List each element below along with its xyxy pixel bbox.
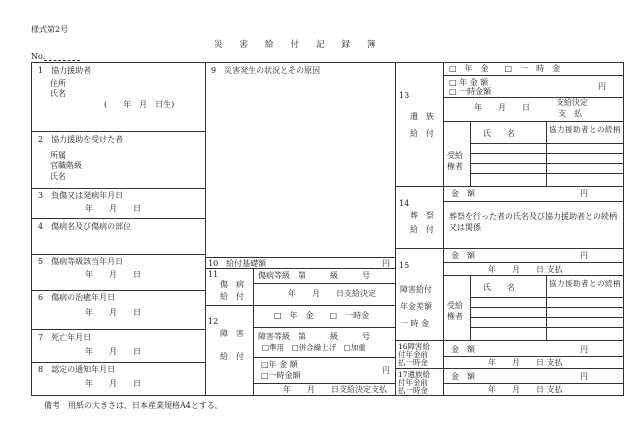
s13-annuity[interactable]: □ 年 金 額 bbox=[449, 78, 489, 87]
s12-annuity[interactable]: □年 金 額 bbox=[261, 360, 298, 369]
s15-recipient: 受給権者 bbox=[447, 301, 463, 321]
s5-date: 年 月 日 bbox=[85, 270, 141, 279]
s1-address: 住所 bbox=[50, 79, 66, 88]
s10-unit: 円 bbox=[382, 259, 390, 268]
s14-amount: 金 額 bbox=[451, 189, 475, 198]
s12-decision: 年 月 日支給決定支払 bbox=[283, 385, 387, 394]
s13-name-col: 氏 名 bbox=[483, 129, 515, 138]
s12-lump[interactable]: □一時金額 bbox=[261, 371, 301, 380]
s6-date: 年 月 日 bbox=[85, 308, 141, 317]
s1-label: 1 協力援助者 bbox=[38, 66, 92, 75]
s14-label-b: 給 付 bbox=[410, 225, 434, 234]
s16-label-b: 付年金前 bbox=[398, 350, 428, 359]
s11-num: 11 bbox=[208, 270, 219, 279]
s13-date: 年 月 日 bbox=[474, 103, 530, 112]
s15-label-a: 障害給付 bbox=[400, 285, 432, 294]
number-label: No. bbox=[31, 52, 46, 61]
s13-label-b: 給 付 bbox=[410, 129, 434, 138]
form-number: 様式第2号 bbox=[31, 25, 69, 34]
s14-desc: 葬祭を行った者の氏名及び協力援助者との続柄又は関係 bbox=[449, 212, 617, 232]
s17-label-a: 17遺族給 bbox=[398, 370, 431, 379]
s5-label: 5 傷病等級該当年月日 bbox=[38, 257, 124, 266]
s15-name-col: 氏 名 bbox=[483, 283, 515, 292]
s2-rank: 官職階級 bbox=[50, 161, 82, 170]
s15-rel-col: 協力援助者との続柄 bbox=[549, 279, 621, 288]
s17-unit: 円 bbox=[580, 372, 588, 381]
s12-label-a: 障 害 bbox=[220, 329, 244, 338]
s13-pay: 支 払 bbox=[558, 109, 582, 118]
s11-label-b: 給 付 bbox=[220, 292, 244, 301]
s3-date: 年 月 日 bbox=[85, 204, 141, 213]
s2-name: 氏名 bbox=[50, 172, 66, 181]
s11-grade: 傷病等級 第 級 号 bbox=[258, 271, 370, 280]
s15-label-c: 一 時 金 bbox=[400, 319, 430, 328]
s6-label: 6 傷病の治癒年月日 bbox=[38, 293, 116, 302]
s17-amount: 金 額 bbox=[451, 372, 475, 381]
s1-birth: ( 年 月 日生) bbox=[104, 100, 175, 109]
s11-label-a: 傷 病 bbox=[220, 280, 244, 289]
s15-unit: 円 bbox=[580, 251, 588, 260]
s13-num: 13 bbox=[399, 91, 410, 100]
s12-grade: 障害等級 第 級 号 bbox=[258, 332, 370, 341]
s13-rel-col: 協力援助者との続柄 bbox=[549, 125, 621, 134]
s15-label-b: 年金差額 bbox=[400, 302, 432, 311]
col-divider-2 bbox=[395, 62, 396, 396]
s7-date: 年 月 日 bbox=[85, 347, 141, 356]
s13-choice[interactable]: □ 年 金 □ 一 時 金 bbox=[449, 64, 561, 73]
s12-choice[interactable]: □ 年 金 □ 一時金 bbox=[274, 311, 370, 320]
s17-label-c: 払一時金 bbox=[398, 386, 428, 395]
s16-date: 年 月 日 支払 bbox=[488, 358, 563, 367]
s16-amount: 金 額 bbox=[451, 345, 475, 354]
s14-label-a: 葬 祭 bbox=[410, 211, 434, 220]
s10-label: 10 給付基礎額 bbox=[208, 259, 267, 268]
page-title: 災 害 給 付 記 録 簿 bbox=[214, 40, 376, 50]
s12-num: 12 bbox=[208, 317, 219, 326]
col-divider-1 bbox=[205, 62, 206, 396]
s9-label: 9 災害発生の状況とその原因 bbox=[211, 66, 321, 75]
s13-unit: 円 bbox=[598, 82, 606, 91]
s17-date: 年 月 日 支払 bbox=[488, 385, 563, 394]
s17-label-b: 付年金前 bbox=[398, 378, 428, 387]
s3-label: 3 負傷又は発病年月日 bbox=[38, 191, 124, 200]
s11-decision: 年 月 日支給決定 bbox=[288, 289, 376, 298]
s2-label: 2 協力援助を受けた者 bbox=[38, 135, 124, 144]
footnote: 備考 用紙の大きさは、日本産業規格A4とする。 bbox=[44, 401, 223, 410]
s12-unit: 円 bbox=[382, 366, 390, 375]
s15-date: 年 月 日 支払 bbox=[488, 265, 563, 274]
s16-label-c: 払一時金 bbox=[398, 358, 428, 367]
s13-lump[interactable]: □ 一時金額 bbox=[449, 87, 492, 96]
s14-unit: 円 bbox=[580, 189, 588, 198]
s13-recipient: 受給権者 bbox=[447, 151, 463, 171]
s8-date: 年 月 日 bbox=[85, 379, 141, 388]
col-divider-3 bbox=[443, 62, 444, 396]
s12-label-b: 給 付 bbox=[220, 352, 244, 361]
s14-num: 14 bbox=[399, 199, 410, 208]
s12-options[interactable]: □準用 □併合繰上げ □加重 bbox=[262, 343, 366, 352]
s1-name: 氏名 bbox=[50, 89, 66, 98]
s16-label-a: 16障害給 bbox=[398, 342, 431, 351]
number-field[interactable] bbox=[44, 60, 80, 61]
s7-label: 7 死亡年月日 bbox=[38, 333, 92, 342]
s4-label: 4 傷病名及び傷病の部位 bbox=[38, 222, 132, 231]
s8-label: 8 認定の通知年月日 bbox=[38, 365, 116, 374]
s2-affiliation: 所属 bbox=[50, 151, 66, 160]
s13-label-a: 遺 族 bbox=[410, 112, 434, 121]
s13-decision: 支給決定 bbox=[556, 98, 588, 107]
s16-unit: 円 bbox=[580, 345, 588, 354]
s15-num: 15 bbox=[399, 261, 410, 270]
s15-amount: 金 額 bbox=[451, 251, 475, 260]
